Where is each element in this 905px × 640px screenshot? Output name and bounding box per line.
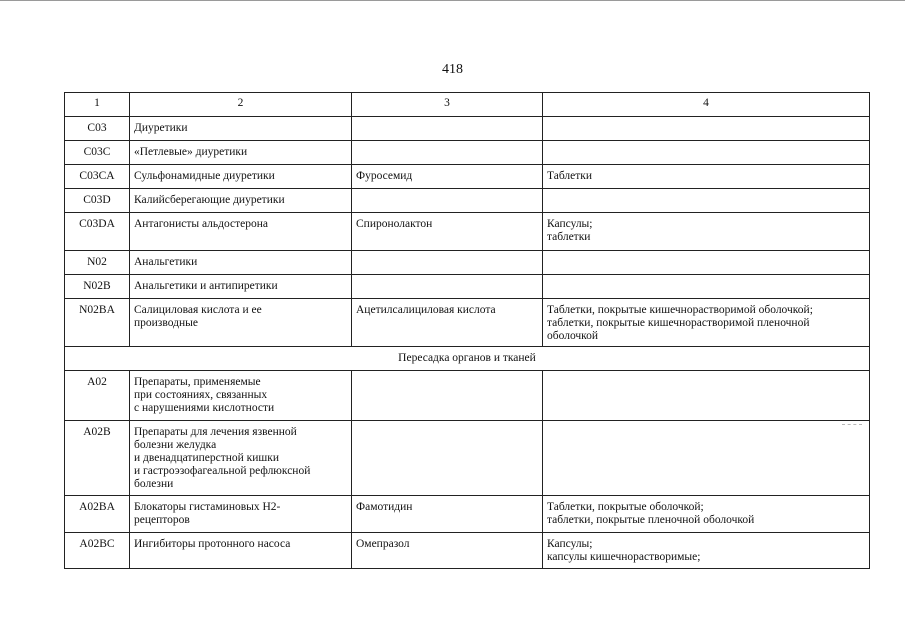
atc-code-cell: C03D <box>65 189 130 213</box>
atc-code-cell: A02B <box>65 421 130 496</box>
table-row <box>65 189 870 213</box>
drug-name-cell: Фамотидин <box>352 496 543 533</box>
atc-code-cell: C03CA <box>65 165 130 189</box>
group-name-cell: Препараты, применяемые при состояниях, связанных с нарушениями кислотности <box>130 371 352 421</box>
dosage-form-cell <box>543 371 870 421</box>
table-row <box>65 533 870 569</box>
group-name-cell: Диуретики <box>130 117 352 141</box>
drug-name-cell: Омепразол <box>352 533 543 569</box>
table-row <box>65 299 870 347</box>
table-row <box>65 141 870 165</box>
atc-code-cell: N02BA <box>65 299 130 347</box>
section-heading: Пересадка органов и тканей <box>65 347 870 371</box>
atc-code-cell: A02 <box>65 371 130 421</box>
header-cell-1: 1 <box>65 93 130 117</box>
drug-name-cell <box>352 189 543 213</box>
drug-name-cell: Ацетилсалициловая кислота <box>352 299 543 347</box>
table-row <box>65 496 870 533</box>
atc-code-cell: A02BC <box>65 533 130 569</box>
drug-name-cell <box>352 141 543 165</box>
atc-code-cell: C03C <box>65 141 130 165</box>
table-row <box>65 117 870 141</box>
page-number: 418 <box>442 62 463 77</box>
drug-name-cell <box>352 251 543 275</box>
table-row <box>65 213 870 251</box>
table-header-row <box>65 93 870 117</box>
header-cell-3: 3 <box>352 93 543 117</box>
drug-name-cell <box>352 371 543 421</box>
dosage-form-cell <box>543 251 870 275</box>
header-cell-2: 2 <box>130 93 352 117</box>
table-row <box>65 421 870 496</box>
atc-code-cell: C03DA <box>65 213 130 251</box>
group-name-cell: Салициловая кислота и ее производные <box>130 299 352 347</box>
drug-name-cell <box>352 117 543 141</box>
dosage-form-cell <box>543 141 870 165</box>
table-row <box>65 251 870 275</box>
table-row <box>65 275 870 299</box>
atc-code-cell: A02BA <box>65 496 130 533</box>
dosage-form-cell: Капсулы; таблетки <box>543 213 870 251</box>
dosage-form-cell: Таблетки <box>543 165 870 189</box>
dosage-form-cell: Капсулы; капсулы кишечнорастворимые; <box>543 533 870 569</box>
group-name-cell: «Петлевые» диуретики <box>130 141 352 165</box>
group-name-cell: Анальгетики <box>130 251 352 275</box>
scan-border-line <box>0 0 905 1</box>
atc-code-cell: N02B <box>65 275 130 299</box>
dosage-form-cell: Таблетки, покрытые кишечнорастворимой оболочкой; таблетки, покрытые кишечнорастворимой пленочной оболочкой <box>543 299 870 347</box>
drug-name-cell: Фуросемид <box>352 165 543 189</box>
group-name-cell: Антагонисты альдостерона <box>130 213 352 251</box>
group-name-cell: Ингибиторы протонного насоса <box>130 533 352 569</box>
dosage-form-cell <box>543 189 870 213</box>
group-name-cell: Калийсберегающие диуретики <box>130 189 352 213</box>
drug-classification-table <box>64 92 870 569</box>
dosage-form-cell <box>543 275 870 299</box>
dosage-form-cell: Таблетки, покрытые оболочкой; таблетки, покрытые пленочной оболочкой <box>543 496 870 533</box>
drug-name-cell <box>352 421 543 496</box>
scan-artifact-dash <box>842 424 862 425</box>
dosage-form-cell <box>543 421 870 496</box>
group-name-cell: Блокаторы гистаминовых H2- рецепторов <box>130 496 352 533</box>
table-row <box>65 165 870 189</box>
section-heading-row <box>65 347 870 371</box>
drug-name-cell: Спиронолактон <box>352 213 543 251</box>
group-name-cell: Анальгетики и антипиретики <box>130 275 352 299</box>
header-cell-4: 4 <box>543 93 870 117</box>
group-name-cell: Сульфонамидные диуретики <box>130 165 352 189</box>
atc-code-cell: N02 <box>65 251 130 275</box>
table-row <box>65 371 870 421</box>
atc-code-cell: C03 <box>65 117 130 141</box>
group-name-cell: Препараты для лечения язвенной болезни желудка и двенадцатиперстной кишки и гастроэзофагеальной рефлюксной болезни <box>130 421 352 496</box>
drug-name-cell <box>352 275 543 299</box>
dosage-form-cell <box>543 117 870 141</box>
